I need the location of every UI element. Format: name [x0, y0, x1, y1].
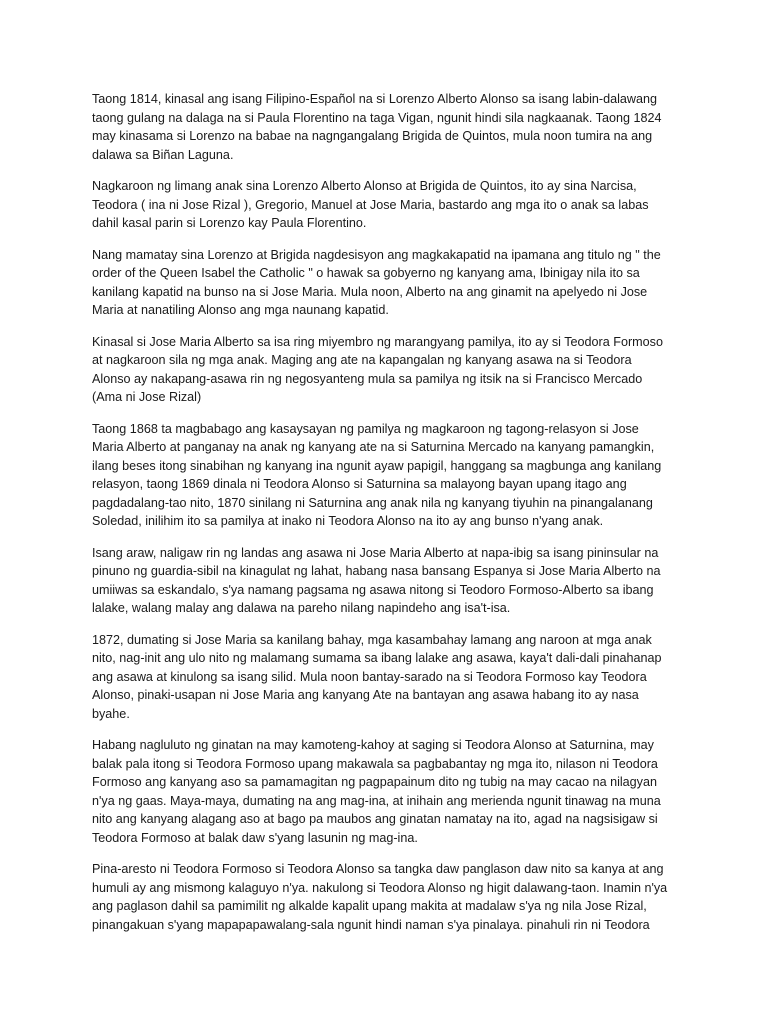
- paragraph-9: Pina-aresto ni Teodora Formoso si Teodora Alonso sa tangka daw panglason daw nito sa kanya at ang humuli ay ang mismong kalaguyo n'ya. nakulong si Teodora Alonso ng higit dalawang-taon. Inamin n'ya ang paglason dahil sa pamimilit ng alkalde kapalit upang makita at madalaw s'ya ng nila Jose Rizal, pinangakuan s'yang mapapapawalang-sala ngunit hindi naman s'ya pinalaya. pinahuli rin ni Teodora: [92, 862, 668, 932]
- paragraph-4: Kinasal si Jose Maria Alberto sa isa ring miyembro ng marangyang pamilya, ito ay si Teodora Formoso at nagkaroon sila ng mga anak. Maging ang ate na kapangalan ng kanyang asawa na si Teodora Alonso ay nakapang-asawa rin ng negosyanteng mula sa pamilya ng itsik na si Francisco Mercado (Ama ni Jose Rizal): [92, 334, 663, 404]
- paragraph-3: Nang mamatay sina Lorenzo at Brigida nagdesisyon ang magkakapatid na ipamana ang titulo ng " the order of the Queen Isabel the Catholic " o hawak sa gobyerno ng kanyang ama, Ibinigay nila ito sa kanilang kapatid na bunso na si Jose Maria. Mula noon, Alberto na ang ginamit na apelyedo ni Jose Maria at nanatiling Alonso ang mga naunang kapatid.: [92, 247, 661, 317]
- document-body: [92, 90, 672, 947]
- paragraph-6: Isang araw, naligaw rin ng landas ang asawa ni Jose Maria Alberto at napa-ibig sa isang pininsular na pinuno ng guardia-sibil na kinagulat ng lahat, habang nasa bansang Espanya si Jose Maria Alberto na umiiwas sa eskandalo, s'ya namang pagsama ng asawa nitong si Teodoro Formoso-Alberto sa ibang lalake, walang malay ang dalawa na pareho nilang napindeho ang isa't-isa.: [92, 545, 661, 615]
- paragraph-1: Taong 1814, kinasal ang isang Filipino-Español na si Lorenzo Alberto Alonso sa isang labin-dalawang taong gulang na dalaga na si Paula Florentino na taga Vigan, ngunit hindi sila nagkaanak. Taong 1824 may kinasama si Lorenzo na babae na nagngangalang Brigida de Quintos, mula noon tumira na ang dalawa sa Biñan Laguna.: [92, 92, 662, 162]
- paragraph-8: Habang nagluluto ng ginatan na may kamoteng-kahoy at saging si Teodora Alonso at Saturnina, may balak pala itong si Teodora Formoso upang makawala sa pagbabantay ng mga ito, nilason ni Teodora Formoso ang kanyang aso sa pamamagitan ng pagpapainum dito ng tubig na may cacao na nilagyan n'ya ng gaas. Maya-maya, dumating na ang mag-ina, at inihain ang merienda ngunit tinawag na muna nito ang kanyang alagang aso at bago pa maubos ang ginatan namatay na ito, agad na nagsisigaw si Teodora Formoso at balak daw s'yang lasunin ng mag-ina.: [92, 738, 661, 845]
- paragraph-7: 1872, dumating si Jose Maria sa kanilang bahay, mga kasambahay lamang ang naroon at mga anak nito, nag-init ang ulo nito ng malamang sumama sa ibang lalake ang asawa, kaya't dali-dali pinahanap ang asawa at kinulong sa isang silid. Mula noon bantay-sarado na si Teodora Formoso kay Teodora Alonso, pinaki-usapan ni Jose Maria ang kanyang Ate na bantayan ang asawa habang ito ay nasa byahe.: [92, 632, 662, 721]
- paragraph-5: Taong 1868 ta magbabago ang kasaysayan ng pamilya ng magkaroon ng tagong-relasyon si Jose Maria Alberto at panganay na anak ng kanyang ate na si Saturnina Mercado na kanyang pamangkin, ilang beses itong sinabihan ng kanyang ina ngunit ayaw papigil, hanggang sa magbunga ang kanilang relasyon, taong 1869 dinala ni Teodora Alonso si Saturnina sa malayong bayan upang itago ang pagdadalang-tao nito, 1870 sinilang ni Saturnina ang anak nila ng kanyang tiyuhin na pinangalanang Soledad, inilihim ito sa pamilya at inako ni Teodora Alonso na ito ay ang bunso n'yang anak.: [92, 421, 662, 528]
- paragraph-2: Nagkaroon ng limang anak sina Lorenzo Alberto Alonso at Brigida de Quintos, ito ay sina Narcisa, Teodora ( ina ni Jose Rizal ), Gregorio, Manuel at Jose Maria, bastardo ang mga ito o anak sa labas dahil kasal parin si Lorenzo kay Paula Florentino.: [92, 179, 649, 230]
